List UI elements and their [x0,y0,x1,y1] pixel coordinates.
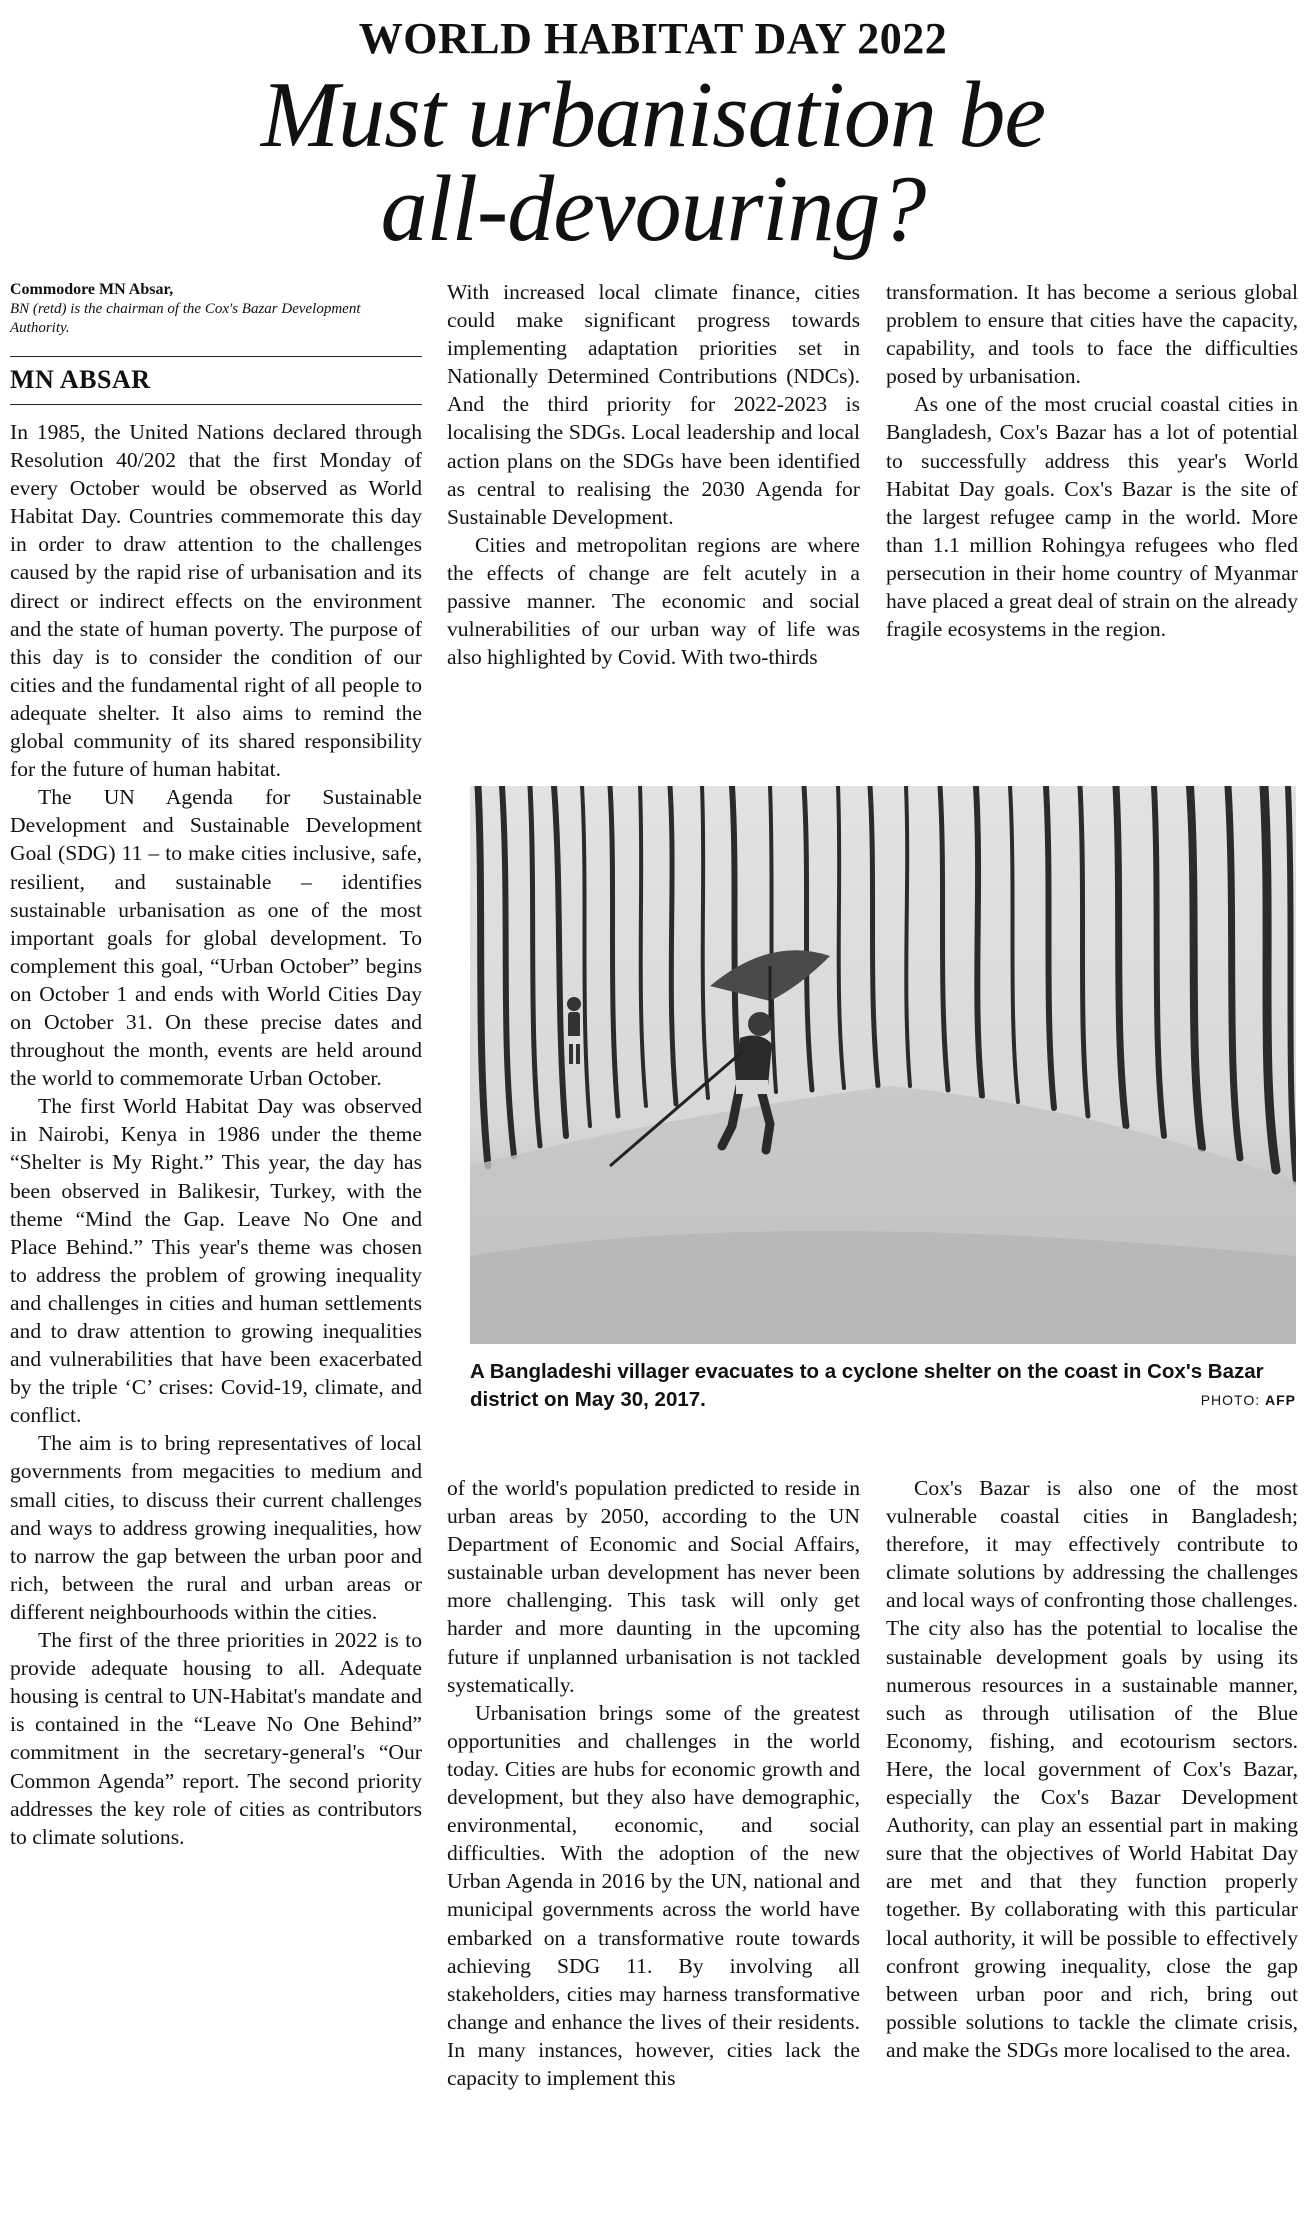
article-column-2-bottom [447,1474,860,2092]
article-column-1 [10,418,422,1851]
byline: MN ABSAR [10,365,151,394]
headline [0,63,1306,261]
cyclone-beach-photo [470,786,1296,1344]
paragraph: transformation. It has become a serious global problem to ensure that cities have the capacity, capability, and tools to face the difficulties posed by urbanisation. [886,280,1298,389]
headline-line-2: all-devouring? [380,157,926,261]
paragraph: In 1985, the United Nations declared through Resolution 40/202 that the first Monday of every October would be observed as World Habitat Day. Countries commemorate this day in order to draw attention to the challenges caused by the rapid rise of urbanisation and its direct or indirect effects on the environment and the state of human poverty. The purpose of this day is to consider the condition of our cities and the fundamental right of all people to adequate shelter. It also aims to remind the global community of its shared responsibility for the future of human habitat. [10,420,422,782]
paragraph: With increased local climate finance, cities could make significant progress towards implementing adaptation priorities set in Nationally Determined Contributions (NDCs). And the third priority for 2022-2023 is localising the SDGs. Local leadership and local action plans on the SDGs have been identified as central to realising the 2030 Agenda for Sustainable Development. [447,280,860,529]
article-column-3-bottom [886,1474,1298,2064]
paragraph: Urbanisation brings some of the greatest opportunities and challenges in the world today. Cities are hubs for economic growth and development, but they also have demographic, environmental, economic, and social difficulties. With the adoption of the new Urban Agenda in 2016 by the UN, national and municipal governments across the world have embarked on a transformative route towards achieving SDG 11. By involving all stakeholders, cities may harness transformative change and enhance the lives of their residents. In many instances, however, cities lack the capacity to implement this [447,1700,860,2090]
paragraph: As one of the most crucial coastal cities in Bangladesh, Cox's Bazar has a lot of potential to successfully address this year's World Habitat Day goals. Cox's Bazar is the site of the largest refugee camp in the world. More than 1.1 million Rohingya refugees who fled persecution in their home country of Myanmar have placed a great deal of strain on the already fragile ecosystems in the region. [886,392,1298,642]
byline-rule-bottom [10,404,422,405]
paragraph: of the world's population predicted to reside in urban areas by 2050, according to the UN Department of Economic and Social Affairs, sustainable urban development has never been more challenging. This task will only get harder and more daunting in the upcoming future if unplanned urbanisation is not tackled systematically. [447,1476,860,1697]
paragraph: Cox's Bazar is also one of the most vulnerable coastal cities in Bangladesh; therefore, it may effectively contribute to climate solutions by addressing the challenges and local ways of confronting those challenges. The city also has the potential to localise the sustainable development goals by using its numerous resources in a sustainable manner, such as through utilisation of the Blue Economy, fishing, and ecotourism sectors. Here, the local government of Cox's Bazar, especially the Cox's Bazar Development Authority, can play an essential part in making sure that the objectives of World Habitat Day are met and that they function properly together. By collaborating with this particular local authority, it will be possible to effectively confront growing inequality, close the gap between urban poor and rich, bring out possible solutions to tackle the climate crisis, and make the SDGs more localised to the area. [886,1476,1298,2062]
author-bio [10,280,422,338]
news-photo [470,786,1296,1344]
paragraph: The first World Habitat Day was observed in Nairobi, Kenya in 1986 under the theme “Shelter is My Right.” This year, the day has been observed in Balikesir, Turkey, with the theme “Mind the Gap. Leave No One and Place Behind.” This year's theme was chosen to address the problem of growing inequality and challenges in cities and human settlements and to draw attention to growing inequalities and vulnerabilities that have been exacerbated by the triple ‘C’ crises: Covid-19, climate, and conflict. [10,1094,422,1428]
author-bio-text: BN (retd) is the chairman of the Cox's Bazar Development Authority. [10,301,361,336]
photo-credit-label: PHOTO: [1200,1392,1261,1408]
article-column-3-top [886,278,1298,643]
article-column-2-top [447,278,860,671]
paragraph: The first of the three priorities in 2022 is to provide adequate housing to all. Adequate housing is central to UN-Habitat's mandate and is contained in the “Leave No One Behind” commitment in the secretary-general's “Our Common Agenda” report. The second priority addresses the key role of cities as contributors to climate solutions. [10,1628,422,1849]
section-kicker: WORLD HABITAT DAY 2022 [358,14,948,63]
photo-caption: A Bangladeshi villager evacuates to a cyclone shelter on the coast in Cox's Bazar district on May 30, 2017. [470,1360,1264,1411]
photo-credit-source: AFP [1265,1392,1296,1408]
paragraph: Cities and metropolitan regions are where the effects of change are felt acutely in a passive manner. The economic and social vulnerabilities of our urban way of life was also highlighted by Covid. With two-thirds [447,532,860,670]
paragraph: The aim is to bring representatives of local governments from megacities to medium and small cities, to discuss their current challenges and ways to address growing inequalities, how to narrow the gap between the urban poor and rich, between the rural and urban areas or different neighbourhoods within the cities. [10,1431,422,1624]
author-bio-name: Commodore MN Absar, [10,281,174,298]
paragraph: The UN Agenda for Sustainable Development and Sustainable Development Goal (SDG) 11 – to make cities inclusive, safe, resilient, and sustainable – identifies sustainable urbanisation as one of the most important goals for global development. To complement this goal, “Urban October” begins on October 1 and ends with World Cities Day on October 31. On these precise dates and throughout the month, events are held around the world to commemorate Urban October. [10,785,422,1091]
byline-rule-top [10,356,422,357]
headline-line-1: Must urbanisation be [260,63,1046,167]
photo-credit [1201,1392,1296,1408]
